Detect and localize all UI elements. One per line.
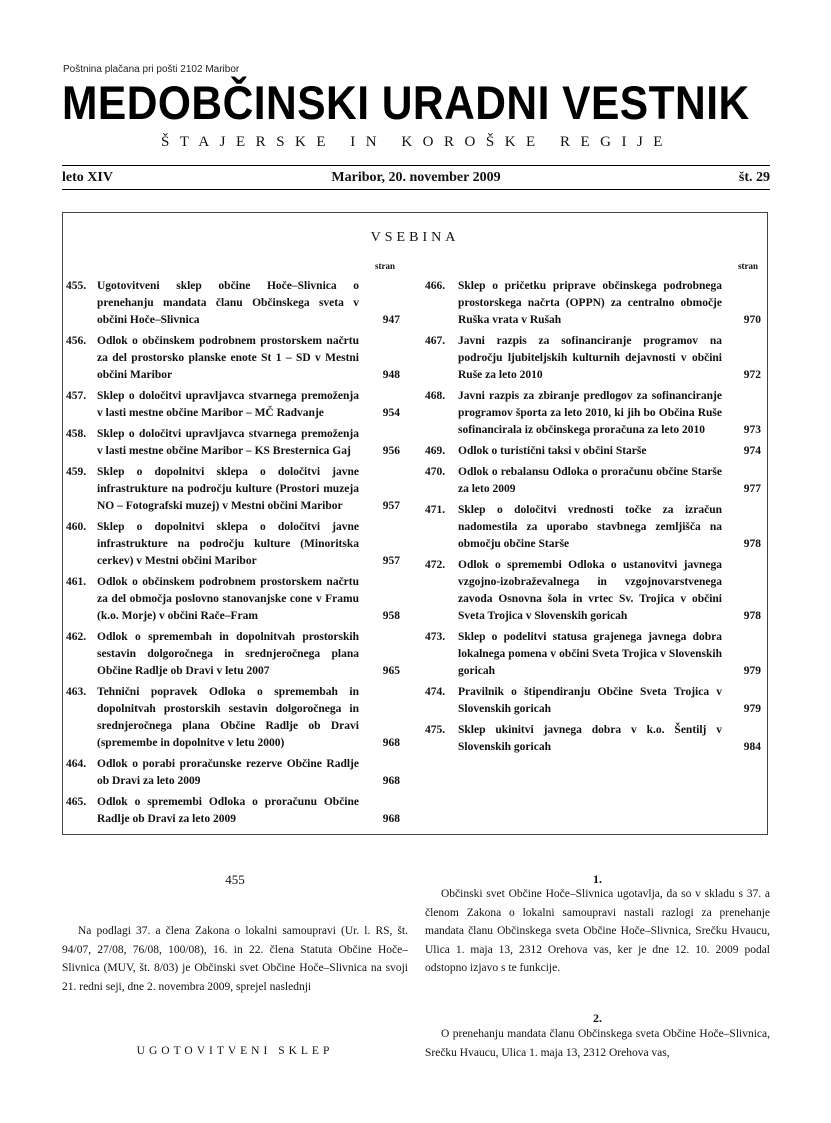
entry-page: 978 <box>743 610 761 622</box>
entry-page: 965 <box>382 665 400 677</box>
entry-page: 956 <box>382 445 400 457</box>
entry-page: 979 <box>743 665 761 677</box>
section-1-text: Občinski svet Občine Hoče–Slivnica ugotavlja, da so v skladu s 37. a členom Zakona o lokalni samoupravi nastali razlogi za prenehanje mandata članu Občinskega sveta Občine Hoče–Slivnica, Srečku Hvaucu, Ulica 1. maja 13, 2312 Orehova vas, ker je dne 12. 10. 2009 podal odstopno izjavo s te funkcije. <box>425 888 770 974</box>
contents-entry[interactable] <box>425 464 761 498</box>
contents-entry[interactable] <box>66 426 400 460</box>
contents-entry[interactable] <box>425 722 761 756</box>
masthead-rule-bottom <box>62 189 770 190</box>
entry-number: 471. <box>425 504 446 516</box>
entry-title: Odlok o turistični taksi v občini Starše <box>458 445 647 457</box>
contents-entry[interactable] <box>425 333 761 384</box>
entry-title: Javni razpis za sofinanciranje programov na področju ljubiteljskih kulturnih dejavnosti v občini Ruše za leto 2010 <box>458 335 722 381</box>
section-1-label: 1. <box>593 872 602 886</box>
contents-entry[interactable] <box>66 388 400 422</box>
entry-title: Sklep o določitvi upravljavca stvarnega premoženja v lasti mestne občine Maribor – KS Bresternica Gaj <box>97 428 359 457</box>
entry-title: Odlok o spremembi Odloka o proračunu Občine Radlje ob Dravi za leto 2009 <box>97 796 359 825</box>
contents-entry[interactable] <box>66 333 400 384</box>
entry-page: 979 <box>743 703 761 715</box>
entry-number: 455. <box>66 280 87 292</box>
entry-title: Odlok o občinskem podrobnem prostorskem načrtu za del prostorsko planske enote St 1 – SD v Mestni občini Maribor <box>97 335 359 381</box>
entry-page: 954 <box>382 407 400 419</box>
contents-entry[interactable] <box>425 502 761 553</box>
contents-entry[interactable] <box>425 557 761 625</box>
entry-number: 472. <box>425 559 446 571</box>
entry-number: 462. <box>66 631 87 643</box>
contents-entry[interactable] <box>66 794 400 828</box>
contents-entry[interactable] <box>66 629 400 680</box>
contents-entry[interactable] <box>66 756 400 790</box>
entry-page: 957 <box>382 500 400 512</box>
entry-title: Sklep o določitvi vrednosti točke za izračun nadomestila za uporabo stavbnega zemljišča na območju občine Starše <box>458 504 722 550</box>
contents-entry[interactable] <box>66 278 400 329</box>
entry-title: Tehnični popravek Odloka o spremembah in dopolnitvah prostorskih sestavin dolgoročnega in srednjeročnega plana Občine Radlje ob Dravi (spremembe in dopolnitve v letu 2000) <box>97 686 359 749</box>
entry-title: Sklep o podelitvi statusa grajenega javnega dobra lokalnega pomena v občini Sveta Trojica v Slovenskih goricah <box>458 631 722 677</box>
masthead-rule-top <box>62 165 770 166</box>
entry-title: Odlok o porabi proračunske rezerve Občine Radlje ob Dravi za leto 2009 <box>97 758 359 787</box>
year-label: leto XIV <box>62 170 113 185</box>
entry-number: 466. <box>425 280 446 292</box>
contents-entry[interactable] <box>66 684 400 752</box>
contents-entry[interactable] <box>66 464 400 515</box>
gazette-title: MEDOBČINSKI URADNI VESTNIK <box>62 76 750 129</box>
entry-number: 458. <box>66 428 87 440</box>
entry-number: 467. <box>425 335 446 347</box>
decision-title: UGOTOVITVENI SKLEP <box>136 1045 334 1057</box>
entry-page: 984 <box>743 741 761 753</box>
contents-entry[interactable] <box>425 629 761 680</box>
gazette-subtitle: ŠTAJERSKE IN KOROŠKE REGIJE <box>161 134 673 150</box>
contents-entry[interactable] <box>425 443 761 460</box>
entry-number: 464. <box>66 758 87 770</box>
entry-page: 972 <box>743 369 761 381</box>
issue-number: št. 29 <box>738 170 770 185</box>
entry-number: 475. <box>425 724 446 736</box>
entry-number: 461. <box>66 576 87 588</box>
entry-page: 948 <box>382 369 400 381</box>
entry-page: 947 <box>382 314 400 326</box>
entry-page: 970 <box>743 314 761 326</box>
entry-number: 469. <box>425 445 446 457</box>
place-date: Maribor, 20. november 2009 <box>331 170 501 185</box>
contents-entry[interactable] <box>425 684 761 718</box>
page-column-label-right: stran <box>738 261 758 271</box>
entry-title: Pravilnik o štipendiranju Občine Sveta Trojica v Slovenskih goricah <box>458 686 722 715</box>
entry-title: Odlok o spremembah in dopolnitvah prostorskih sestavin dolgoročnega in srednjeročnega plana Občine Radlje ob Dravi v letu 2007 <box>97 631 359 677</box>
postage-note: Poštnina plačana pri pošti 2102 Maribor <box>63 64 240 75</box>
entry-page: 978 <box>743 538 761 550</box>
entry-title: Sklep ukinitvi javnega dobra v k.o. Šentilj v Slovenskih goricah <box>458 724 722 753</box>
entry-number: 456. <box>66 335 87 347</box>
entry-number: 463. <box>66 686 87 698</box>
page-column-label-left: stran <box>375 261 395 271</box>
contents-heading: VSEBINA <box>370 230 460 245</box>
entry-page: 974 <box>743 445 761 457</box>
entry-title: Odlok o občinskem podrobnem prostorskem načrtu za del območja poslovno stanovanjske cone v Framu (k.o. Morje) v občini Rače–Fram <box>97 576 359 622</box>
entry-number: 465. <box>66 796 87 808</box>
contents-entry[interactable] <box>425 388 761 439</box>
section-2-label: 2. <box>593 1011 602 1025</box>
entry-title: Odlok o rebalansu Odloka o proračunu občine Starše za leto 2009 <box>458 466 722 495</box>
entry-title: Sklep o pričetku priprave občinskega podrobnega prostorskega načrta (OPPN) za centralno območje Ruška vrata v Rušah <box>458 280 722 326</box>
contents-entry[interactable] <box>66 519 400 570</box>
entry-number: 470. <box>425 466 446 478</box>
article-number: 455 <box>225 872 245 887</box>
entry-title: Sklep o dopolnitvi sklepa o določitvi javne infrastrukture na področju kulture (Minoritska cerkev) v Mestni občini Maribor <box>97 521 359 567</box>
article-intro: Na podlagi 37. a člena Zakona o lokalni samoupravi (Ur. l. RS, št. 94/07, 27/08, 76/08, 100/08), 16. in 22. člena Statuta Občine Hoče–Slivnica (MUV, št. 8/03) je Občinski svet Občine Hoče–Slivnica na svoji 21. redni seji, dne 2. novembra 2009, sprejel naslednji <box>62 925 408 993</box>
entry-title: Javni razpis za zbiranje predlogov za sofinanciranje programov športa za leto 2010, ki jih bo Občina Ruše sofinancirala iz občinskega proračuna za leto 2010 <box>458 390 722 436</box>
entry-number: 468. <box>425 390 446 402</box>
entry-page: 957 <box>382 555 400 567</box>
contents-entry[interactable] <box>66 574 400 625</box>
entry-number: 457. <box>66 390 87 402</box>
entry-title: Sklep o dopolnitvi sklepa o določitvi javne infrastrukture na področju kulture (Prostori muzeja NO – Fotografski muzej) v Mestni občini Maribor <box>97 466 359 512</box>
entry-page: 977 <box>743 483 761 495</box>
entry-title: Sklep o določitvi upravljavca stvarnega premoženja v lasti mestne občine Maribor – MČ Radvanje <box>97 390 359 419</box>
entry-number: 459. <box>66 466 87 478</box>
entry-page: 968 <box>382 813 400 825</box>
contents-entry[interactable] <box>425 278 761 329</box>
entry-page: 973 <box>743 424 761 436</box>
entry-page: 968 <box>382 737 400 749</box>
section-2-text: O prenehanju mandata članu Občinskega sveta Občine Hoče–Slivnica, Srečku Hvaucu, Ulica 1. maja 13, 2312 Orehova vas, <box>425 1028 770 1059</box>
contents-list-right <box>425 278 761 760</box>
entry-title: Ugotovitveni sklep občine Hoče–Slivnica o prenehanju mandata članu Občinskega sveta v občini Hoče–Slivnica <box>97 280 359 326</box>
entry-number: 474. <box>425 686 446 698</box>
entry-number: 473. <box>425 631 446 643</box>
entry-number: 460. <box>66 521 87 533</box>
entry-title: Odlok o spremembi Odloka o ustanovitvi javnega vzgojno-izobraževalnega in vzgojnovarstvenega zavoda Osnovna šola in vrtec Sv. Trojica v občini Sveta Trojica v Slovenskih goricah <box>458 559 722 622</box>
entry-page: 968 <box>382 775 400 787</box>
contents-list-left <box>66 278 400 832</box>
entry-page: 958 <box>382 610 400 622</box>
